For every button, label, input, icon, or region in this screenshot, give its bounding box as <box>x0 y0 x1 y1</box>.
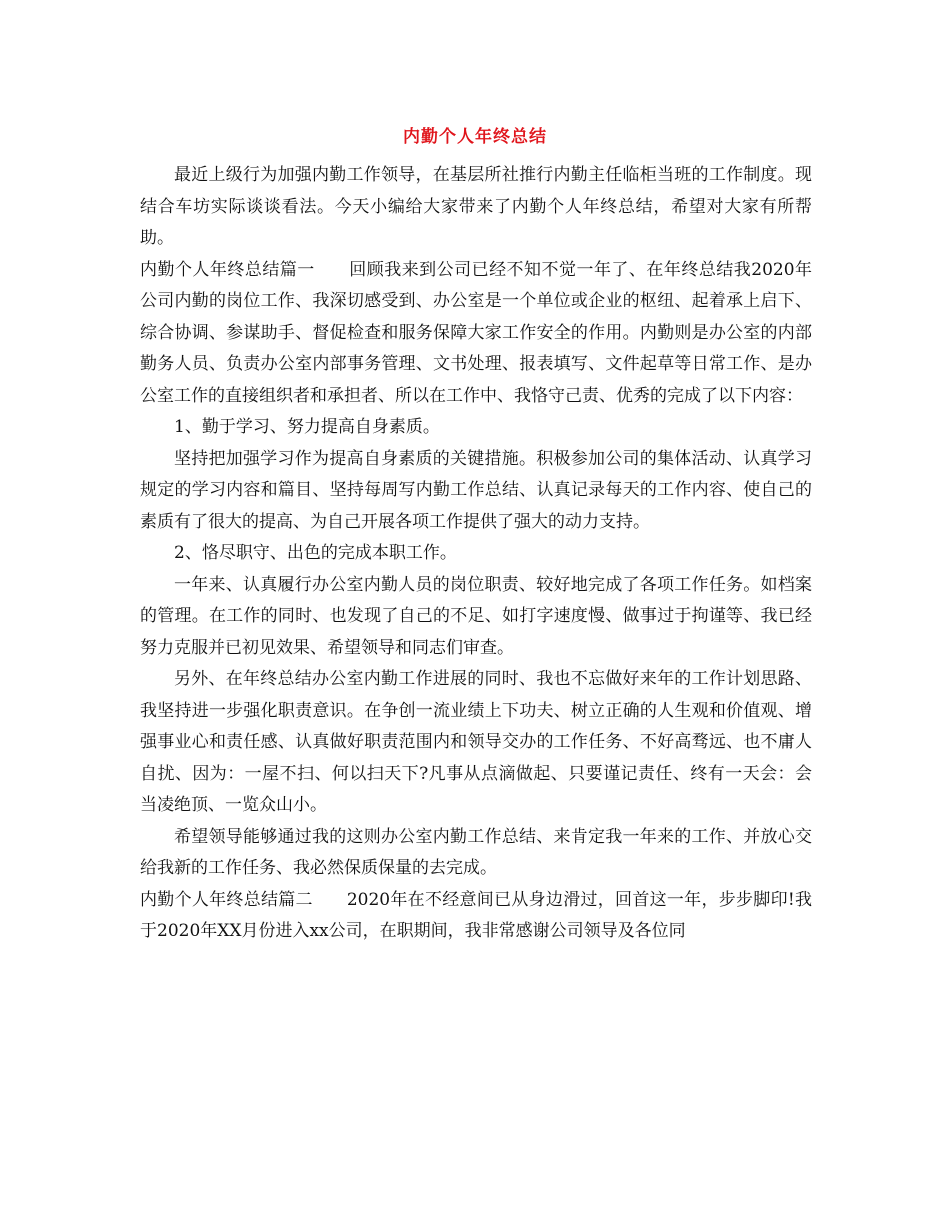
section-heading: 内勤个人年终总结篇一 <box>140 259 315 280</box>
paragraph-section-2 <box>140 885 812 948</box>
paragraph-study: 坚持把加强学习作为提高自身素质的关键措施。积极参加公司的集体活动、认真学习规定的学习内容和篇目、坚持每周写内勤工作总结、认真记录每天的工作内容、使自己的素质有了很大的提高、为自己开展各项工作提供了强大的动力支持。 <box>140 448 812 532</box>
section-text: 2020年在不经意间已从身边滑过，回首这一年，步步脚印!我于2020年XX月份进入xx公司，在职期间，我非常感谢公司领导及各位同 <box>140 889 812 941</box>
paragraph-item-1: 1、勤于学习、努力提高自身素质。 <box>174 417 440 437</box>
paragraph-intro: 最近上级行为加强内勤工作领导，在基层所社推行内勤主任临柜当班的工作制度。现结合车坊实际谈谈看法。今天小编给大家带来了内勤个人年终总结，希望对大家有所帮助。 <box>140 165 812 248</box>
section-heading: 内勤个人年终总结篇二 <box>140 889 313 910</box>
paragraph-item-2: 2、恪尽职守、出色的完成本职工作。 <box>174 543 457 563</box>
document-body <box>140 160 812 948</box>
paragraph-duties: 一年来、认真履行办公室内勤人员的岗位职责、较好地完成了各项工作任务。如档案的管理。在工作的同时、也发现了自己的不足、如打字速度慢、做事过于拘谨等、我已经努力克服并已初见效果、希望领导和同志们审查。 <box>140 574 812 658</box>
document-title: 内勤个人年终总结 <box>403 127 547 147</box>
section-text: 回顾我来到公司已经不知不觉一年了、在年终总结我2020年公司内勤的岗位工作、我深切感受到、办公室是一个单位或企业的枢纽、起着承上启下、综合协调、参谋助手、督促检查和服务保障大家工作安全的作用。内勤则是办公室的内部勤务人员、负责办公室内部事务管理、文书处理、报表填写、文件起草等日常工作、是办公室工作的直接组织者和承担者、所以在工作中、我恪守己责、优秀的完成了以下内容： <box>140 259 812 406</box>
paragraph-plan: 另外、在年终总结办公室内勤工作进展的同时、我也不忘做好来年的工作计划思路、我坚持进一步强化职责意识。在争创一流业绩上下功夫、树立正确的人生观和价值观、增强事业心和责任感、认真做好职责范围内和领导交办的工作任务、不好高骛远、也不庸人自扰、因为：一屋不扫、何以扫天下?凡事从点滴做起、只要谨记责任、终有一天会：会当凌绝顶、一览众山小。 <box>140 669 812 815</box>
paragraph-section-1 <box>140 255 812 413</box>
paragraph-closing: 希望领导能够通过我的这则办公室内勤工作总结、来肯定我一年来的工作、并放心交给我新的工作任务、我必然保质保量的去完成。 <box>140 826 812 878</box>
